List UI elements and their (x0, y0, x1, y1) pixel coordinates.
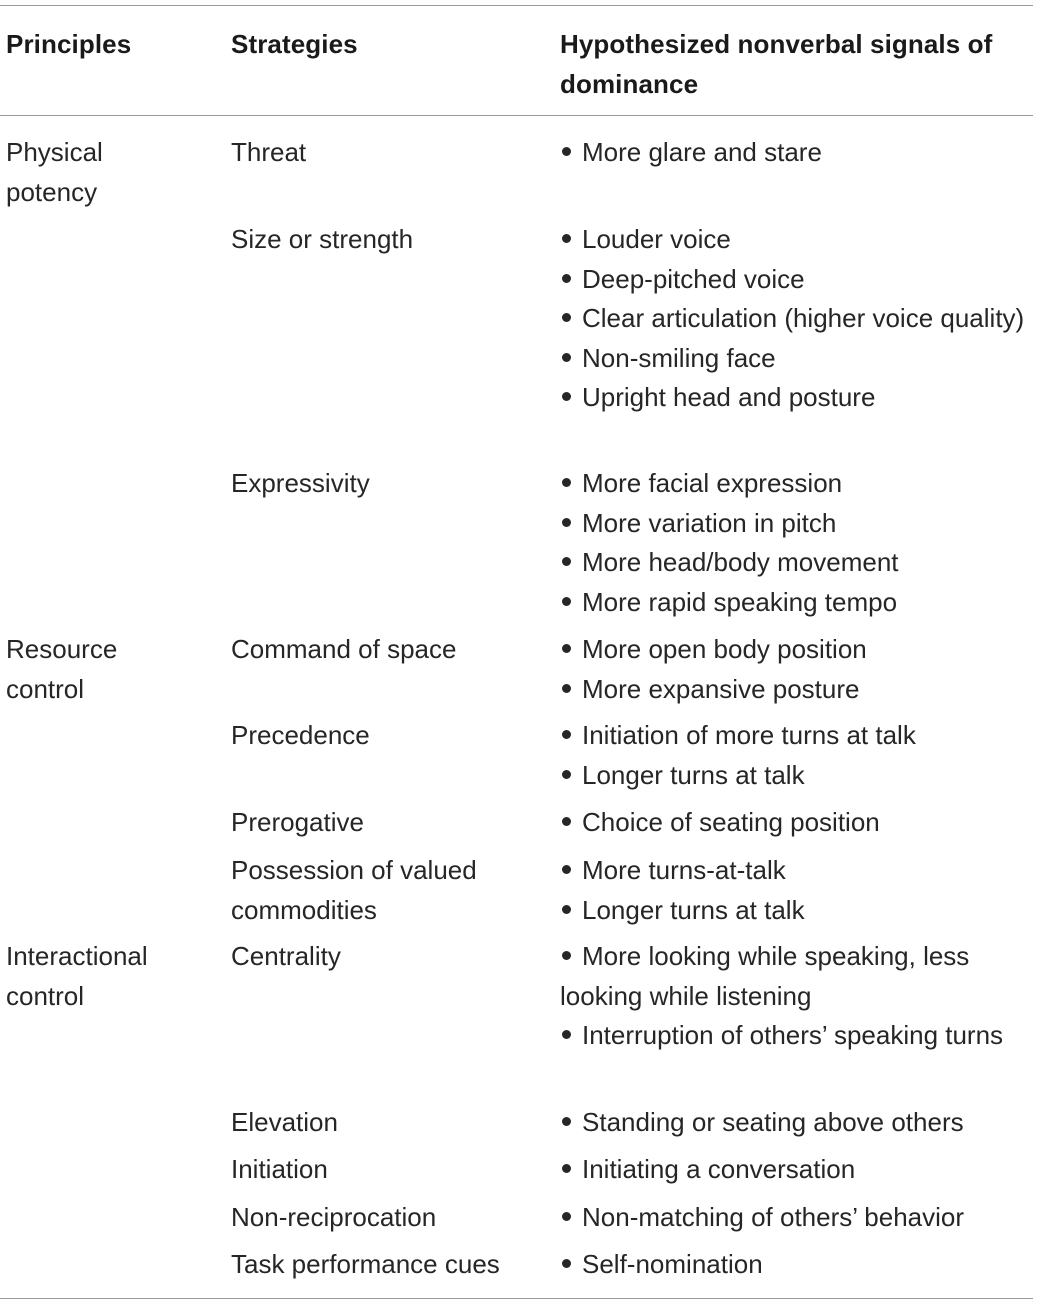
signal-item: More expansive posture (560, 670, 1030, 710)
principle-line: Interactional (6, 941, 148, 971)
bullet-icon (562, 1117, 571, 1126)
bullet-icon (562, 865, 571, 874)
signal-item: Self-nomination (560, 1245, 1030, 1285)
strategy-line: Command of space (231, 634, 457, 664)
signals-initiation (560, 1150, 1030, 1190)
principle-line: Physical (6, 137, 103, 167)
signals-precedence (560, 716, 1030, 795)
bullet-icon (562, 353, 571, 362)
bullet-icon (562, 518, 571, 527)
strategy-precedence (231, 716, 370, 756)
bullet-icon (562, 770, 571, 779)
bullet-icon (562, 951, 571, 960)
signals-command-of-space (560, 630, 1030, 709)
signal-item: More facial expression (560, 464, 1030, 504)
signal-item: More glare and stare (560, 133, 1030, 173)
bullet-icon (562, 234, 571, 243)
signals-threat (560, 133, 1030, 173)
signals-expressivity (560, 464, 1030, 622)
table-bottom-rule (0, 1298, 1033, 1299)
strategy-line: Prerogative (231, 807, 364, 837)
principle-line: Resource (6, 634, 118, 664)
principle-line: control (6, 980, 85, 1011)
bullet-icon (562, 730, 571, 739)
strategy-line: Non-reciprocation (231, 1202, 437, 1232)
bullet-icon (562, 597, 571, 606)
strategy-line: Precedence (231, 720, 370, 750)
header-rule (0, 115, 1033, 116)
signal-item: Non-smiling face (560, 339, 1030, 379)
principle-resource-control (6, 630, 117, 709)
strategy-task-performance-cues (231, 1245, 500, 1285)
strategy-line: Initiation (231, 1154, 328, 1184)
bullet-icon (562, 684, 571, 693)
bullet-icon (562, 147, 571, 156)
signal-item: Clear articulation (higher voice quality) (560, 299, 1030, 339)
strategy-initiation (231, 1150, 328, 1190)
header-signals: Hypothesized nonverbal signals of dominance (560, 29, 993, 99)
signal-item: Louder voice (560, 220, 1030, 260)
signal-item: More turns-at-talk (560, 851, 1030, 891)
signal-item: Initiating a conversation (560, 1150, 1030, 1190)
strategy-non-reciprocation (231, 1198, 436, 1238)
strategy-possession-of-valued-commodities (231, 851, 477, 930)
signal-item: Longer turns at talk (560, 891, 1030, 931)
principle-interactional-control (6, 937, 148, 1016)
bullet-icon (562, 817, 571, 826)
signals-prerogative (560, 803, 1030, 843)
strategy-line: commodities (231, 894, 377, 925)
bullet-icon (562, 392, 571, 401)
bullet-icon (562, 1164, 571, 1173)
signal-item: More rapid speaking tempo (560, 583, 1030, 623)
signal-item: Standing or seating above others (560, 1103, 1030, 1143)
signals-centrality (560, 937, 1030, 1056)
bullet-icon (562, 644, 571, 653)
strategy-line: Threat (231, 137, 307, 167)
strategy-line: Size or strength (231, 224, 414, 254)
signal-item: Initiation of more turns at talk (560, 716, 1030, 756)
strategy-expressivity (231, 464, 370, 504)
signal-item: More head/body movement (560, 543, 1030, 583)
principle-physical-potency (6, 133, 103, 212)
bullet-icon (562, 1259, 571, 1268)
strategy-command-of-space (231, 630, 456, 670)
signal-item: Deep-pitched voice (560, 260, 1030, 300)
bullet-icon (562, 274, 571, 283)
strategy-threat (231, 133, 306, 173)
bullet-icon (562, 557, 571, 566)
principle-line: control (6, 673, 85, 704)
signal-item: Longer turns at talk (560, 756, 1030, 796)
signal-item: Interruption of others’ speaking turns (560, 1016, 1030, 1056)
principle-line: potency (6, 176, 98, 207)
strategy-line: Possession of valued (231, 855, 477, 885)
signal-item: Choice of seating position (560, 803, 1030, 843)
strategy-line: Task performance cues (231, 1249, 500, 1279)
signal-item: Upright head and posture (560, 378, 1030, 418)
strategy-elevation (231, 1103, 338, 1143)
signals-size-or-strength (560, 220, 1030, 418)
signal-item: Non-matching of others’ behavior (560, 1198, 1030, 1238)
signals-task-performance-cues (560, 1245, 1030, 1285)
header-principles: Principles (6, 29, 132, 59)
signal-item: More variation in pitch (560, 504, 1030, 544)
bullet-icon (562, 1030, 571, 1039)
signals-non-reciprocation (560, 1198, 1030, 1238)
bullet-icon (562, 313, 571, 322)
signal-item: More open body position (560, 630, 1030, 670)
bullet-icon (562, 905, 571, 914)
strategy-line: Centrality (231, 941, 341, 971)
strategy-line: Elevation (231, 1107, 338, 1137)
signals-elevation (560, 1103, 1030, 1143)
bullet-icon (562, 478, 571, 487)
signals-possession-of-valued-commodities (560, 851, 1030, 930)
signal-item: More looking while speaking, less looking while listening (560, 941, 970, 1011)
table-top-rule (0, 5, 1033, 6)
strategy-centrality (231, 937, 341, 977)
strategy-line: Expressivity (231, 468, 370, 498)
strategy-prerogative (231, 803, 364, 843)
header-strategies: Strategies (231, 29, 358, 59)
bullet-icon (562, 1212, 571, 1221)
strategy-size-or-strength (231, 220, 413, 260)
